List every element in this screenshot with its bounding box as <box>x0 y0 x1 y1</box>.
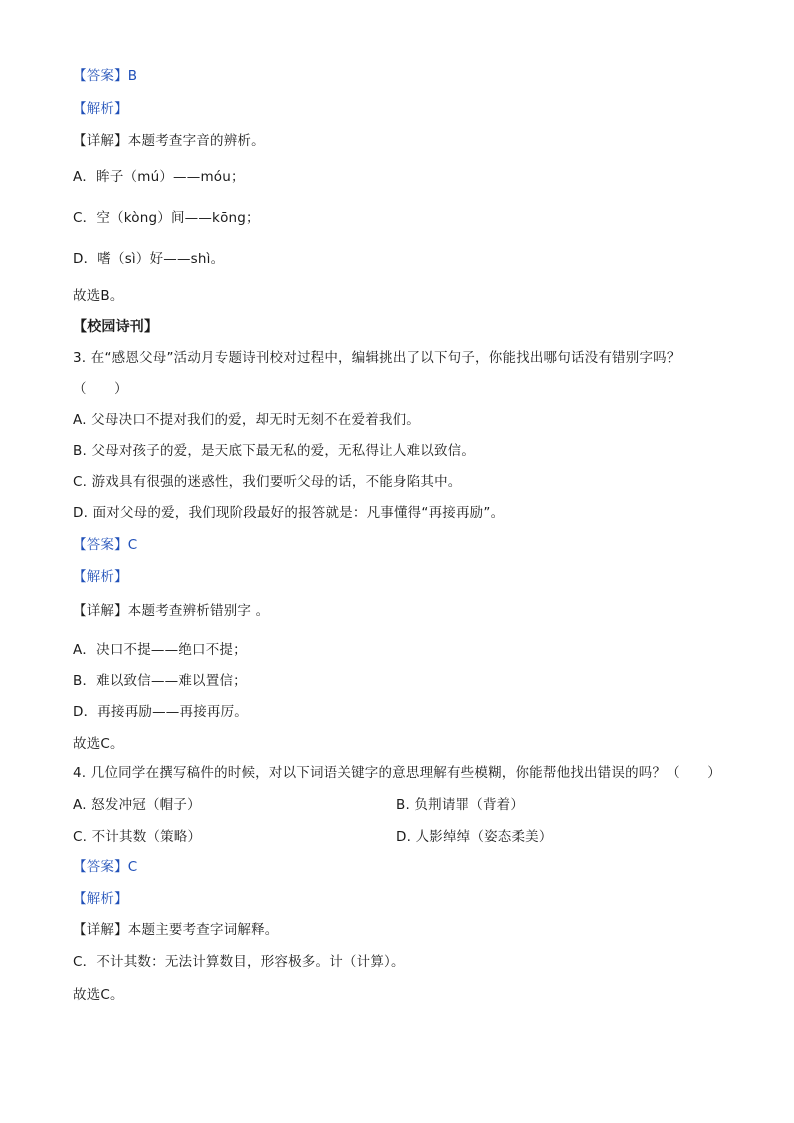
answer-label-q3: 【答案】C <box>73 537 138 553</box>
analysis-label-q2: 【解析】 <box>73 101 128 117</box>
q3-option-b: B. 父母对孩子的爱，是天底下最无私的爱，无私得让人难以致信。 <box>73 443 476 459</box>
conclusion-q3: 故选C。 <box>73 736 124 752</box>
detail-q2: 【详解】本题考查字音的辨析。 <box>73 133 265 149</box>
section-title: 【校园诗刊】 <box>73 319 159 335</box>
conclusion-q4: 故选C。 <box>73 987 124 1003</box>
explain-q2-d: D．嗜（sì）好——shì。 <box>73 251 225 267</box>
detail-q3: 【详解】本题考查辨析错别字 。 <box>73 603 270 619</box>
explain-q2-a: A．眸子（mú）——móu； <box>73 169 245 185</box>
explain-q3-d: D．再接再励——再接再厉。 <box>73 704 248 720</box>
detail-q4: 【详解】本题主要考查字词解释。 <box>73 922 279 938</box>
explain-q2-c: C．空（kòng）间——kōng； <box>73 210 260 226</box>
q4-stem: 4. 几位同学在撰写稿件的时候，对以下词语关键字的意思理解有些模糊，你能帮他找出错误的吗？（ ） <box>73 765 721 781</box>
analysis-label-q3: 【解析】 <box>73 569 128 585</box>
analysis-label-q4: 【解析】 <box>73 891 128 907</box>
q4-option-c: C. 不计其数（策略） <box>73 829 202 845</box>
answer-label-q2: 【答案】B <box>73 68 138 84</box>
q3-stem-blank: （ ） <box>73 381 128 397</box>
conclusion-q2: 故选B。 <box>73 288 124 304</box>
q3-stem: 3. 在“感恩父母”活动月专题诗刊校对过程中，编辑挑出了以下句子，你能找出哪句话没有错别字吗？ <box>73 350 681 366</box>
explain-q3-b: B．难以致信——难以置信； <box>73 673 247 689</box>
q4-option-b: B. 负荆请罪（背着） <box>396 797 525 813</box>
q3-option-c: C. 游戏具有很强的迷惑性，我们要听父母的话，不能身陷其中。 <box>73 474 462 490</box>
explain-q4-c: C．不计其数：无法计算数目，形容极多。计（计算）。 <box>73 954 405 970</box>
q4-option-d: D. 人影绰绰（姿态柔美） <box>396 829 553 845</box>
answer-label-q4: 【答案】C <box>73 859 138 875</box>
explain-q3-a: A．决口不提——绝口不提； <box>73 642 247 658</box>
q4-option-a: A. 怒发冲冠（帽子） <box>73 797 201 813</box>
q3-option-d: D. 面对父母的爱，我们现阶段最好的报答就是：凡事懂得“再接再励”。 <box>73 505 505 521</box>
q3-option-a: A. 父母决口不提对我们的爱，却无时无刻不在爱着我们。 <box>73 412 420 428</box>
